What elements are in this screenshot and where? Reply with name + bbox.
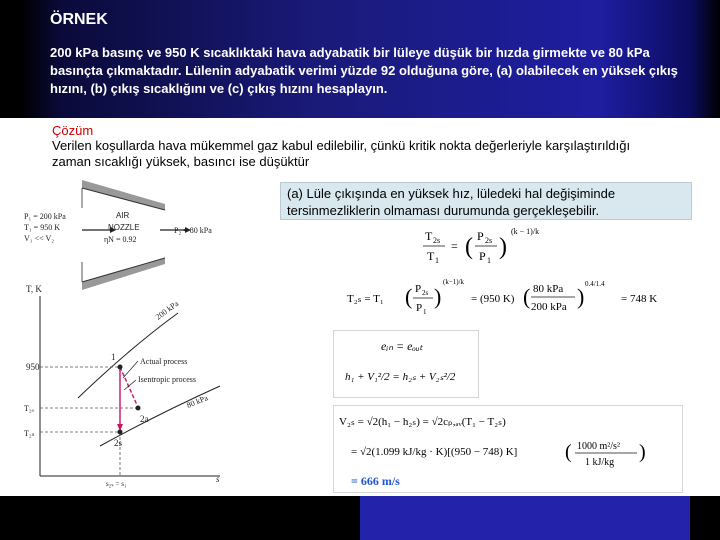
svg-text:(: ( <box>523 284 531 309</box>
isobar-80-label: 80 kPa <box>185 393 210 410</box>
svg-text:=: = <box>451 239 458 253</box>
eq2-result: = 748 K <box>621 293 658 305</box>
nozzle-drawing <box>24 180 212 290</box>
eq4-conversion-denominator: 1 kJ/kg <box>585 457 615 468</box>
svg-text:P: P <box>416 302 423 314</box>
equation-energy-balance <box>333 330 479 398</box>
label-actual-process: Actual process <box>140 357 188 366</box>
nozzle-ts-figure <box>20 178 265 488</box>
eq4-conversion-numerator: 1000 m²/s² <box>577 441 620 452</box>
svg-text:1: 1 <box>423 308 427 316</box>
svg-text:T: T <box>425 229 433 243</box>
svg-text:2s: 2s <box>433 236 441 245</box>
axis-s-label: s <box>216 474 220 484</box>
svg-text:T: T <box>427 249 435 263</box>
svg-text:): ) <box>434 284 442 309</box>
axis-t-label: T, K <box>26 284 42 294</box>
svg-text:1: 1 <box>487 256 491 265</box>
label-air: AIR <box>116 211 130 220</box>
problem-statement: 200 kPa basınç ve 950 K sıcaklıktaki hava adyabatik bir lüleye düşük bir hızda girmekte ve 80 kPa basınçta çıkmaktadır. Lülenin adyabatik verimi yüzde 92 olduğuna göre, (a) olabilecek en yüksek çıkış hızını, (b) çıkış sıcaklığını ve (c) çıkış hızını hesaplayın. <box>50 45 678 96</box>
state-1-label: 1 <box>111 352 116 362</box>
isobar-200-label: 200 kPa <box>153 299 181 322</box>
svg-text:(: ( <box>405 284 413 309</box>
footer-right-bar <box>360 496 720 540</box>
equation-velocity <box>333 405 683 493</box>
tick-950: 950 <box>26 362 40 372</box>
state-2s-label: 2s <box>114 438 123 448</box>
eq3-top: eᵢₙ = eₒᵤₜ <box>381 339 423 353</box>
inlet-temperature: T₁ = 950 K <box>24 223 60 232</box>
eq3-bottom: h₁ + V₁²/2 = h₂ₛ + V₂ₛ²/2 <box>345 371 456 383</box>
entropy-equality-label: s₂ₛ = s₁ <box>106 480 127 488</box>
ts-diagram <box>24 284 220 488</box>
svg-text:): ) <box>577 284 585 309</box>
svg-text:P: P <box>415 283 422 295</box>
equation-isentropic-ratio <box>345 222 680 270</box>
label-isentropic-process: Isentropic process <box>138 375 196 384</box>
eq2-denominator: 200 kPa <box>531 301 567 313</box>
svg-text:): ) <box>639 441 646 463</box>
velocity-result: = 666 m/s <box>351 474 400 488</box>
label-nozzle: NOZZLE <box>108 223 140 232</box>
svg-text:P: P <box>477 229 484 243</box>
eq2-numerator: 80 kPa <box>533 283 564 295</box>
footer-left-bar <box>0 496 360 540</box>
svg-text:P: P <box>479 249 486 263</box>
svg-text:(: ( <box>465 234 473 260</box>
inlet-velocity: V₁ << V₂ <box>24 234 55 243</box>
slide-title: ÖRNEK <box>50 11 108 28</box>
header-banner <box>0 0 720 118</box>
eq2-exp-value: 0.4/1.4 <box>585 280 605 288</box>
footer-corner <box>690 496 720 540</box>
eq2-k-exponent: (k−1)/k <box>443 278 465 286</box>
eq1-exponent: (k − 1)/k <box>511 227 540 236</box>
inlet-pressure: P₁ = 200 kPa <box>24 212 66 221</box>
solution-text: Verilen koşullarda hava mükemmel gaz kabul edilebilir, çünkü kritik nokta değerleriyle karşılaştırıldığı zaman sıcaklığı yüksek, basıncı ise düşüktür <box>52 138 631 169</box>
eq4-line2: = √2(1.099 kJ/kg · K)[(950 − 748) K] <box>351 446 518 458</box>
svg-text:(: ( <box>565 441 572 463</box>
svg-text:1: 1 <box>435 256 439 265</box>
label-efficiency: ηN = 0.92 <box>104 235 137 244</box>
state-2a-label: 2a <box>140 414 149 424</box>
solution-title: Çözüm <box>52 123 94 138</box>
outlet-pressure: P₂ = 80 kPa <box>174 226 212 235</box>
svg-text:): ) <box>499 234 507 260</box>
eq4-line1: V₂ₛ = √2(h₁ − h₂ₛ) = √2cₚ,ₐᵥ(T₁ − T₂ₛ) <box>339 416 506 428</box>
svg-text:2s: 2s <box>422 289 429 297</box>
tick-t2a: T₂ₐ <box>24 404 34 413</box>
equation-t2s <box>345 272 680 320</box>
svg-text:2s: 2s <box>485 236 493 245</box>
eq2-950: = (950 K) <box>471 293 515 305</box>
eq2-lhs: T₂ₛ = T₁ <box>347 293 384 305</box>
tick-t2s: T₂ₛ <box>24 429 35 438</box>
answer-a-box: (a) Lüle çıkışında en yüksek hız, lüledeki hal değişiminde tersinmezliklerin olmaması durumunda gerçekleşebilir. <box>280 182 692 220</box>
